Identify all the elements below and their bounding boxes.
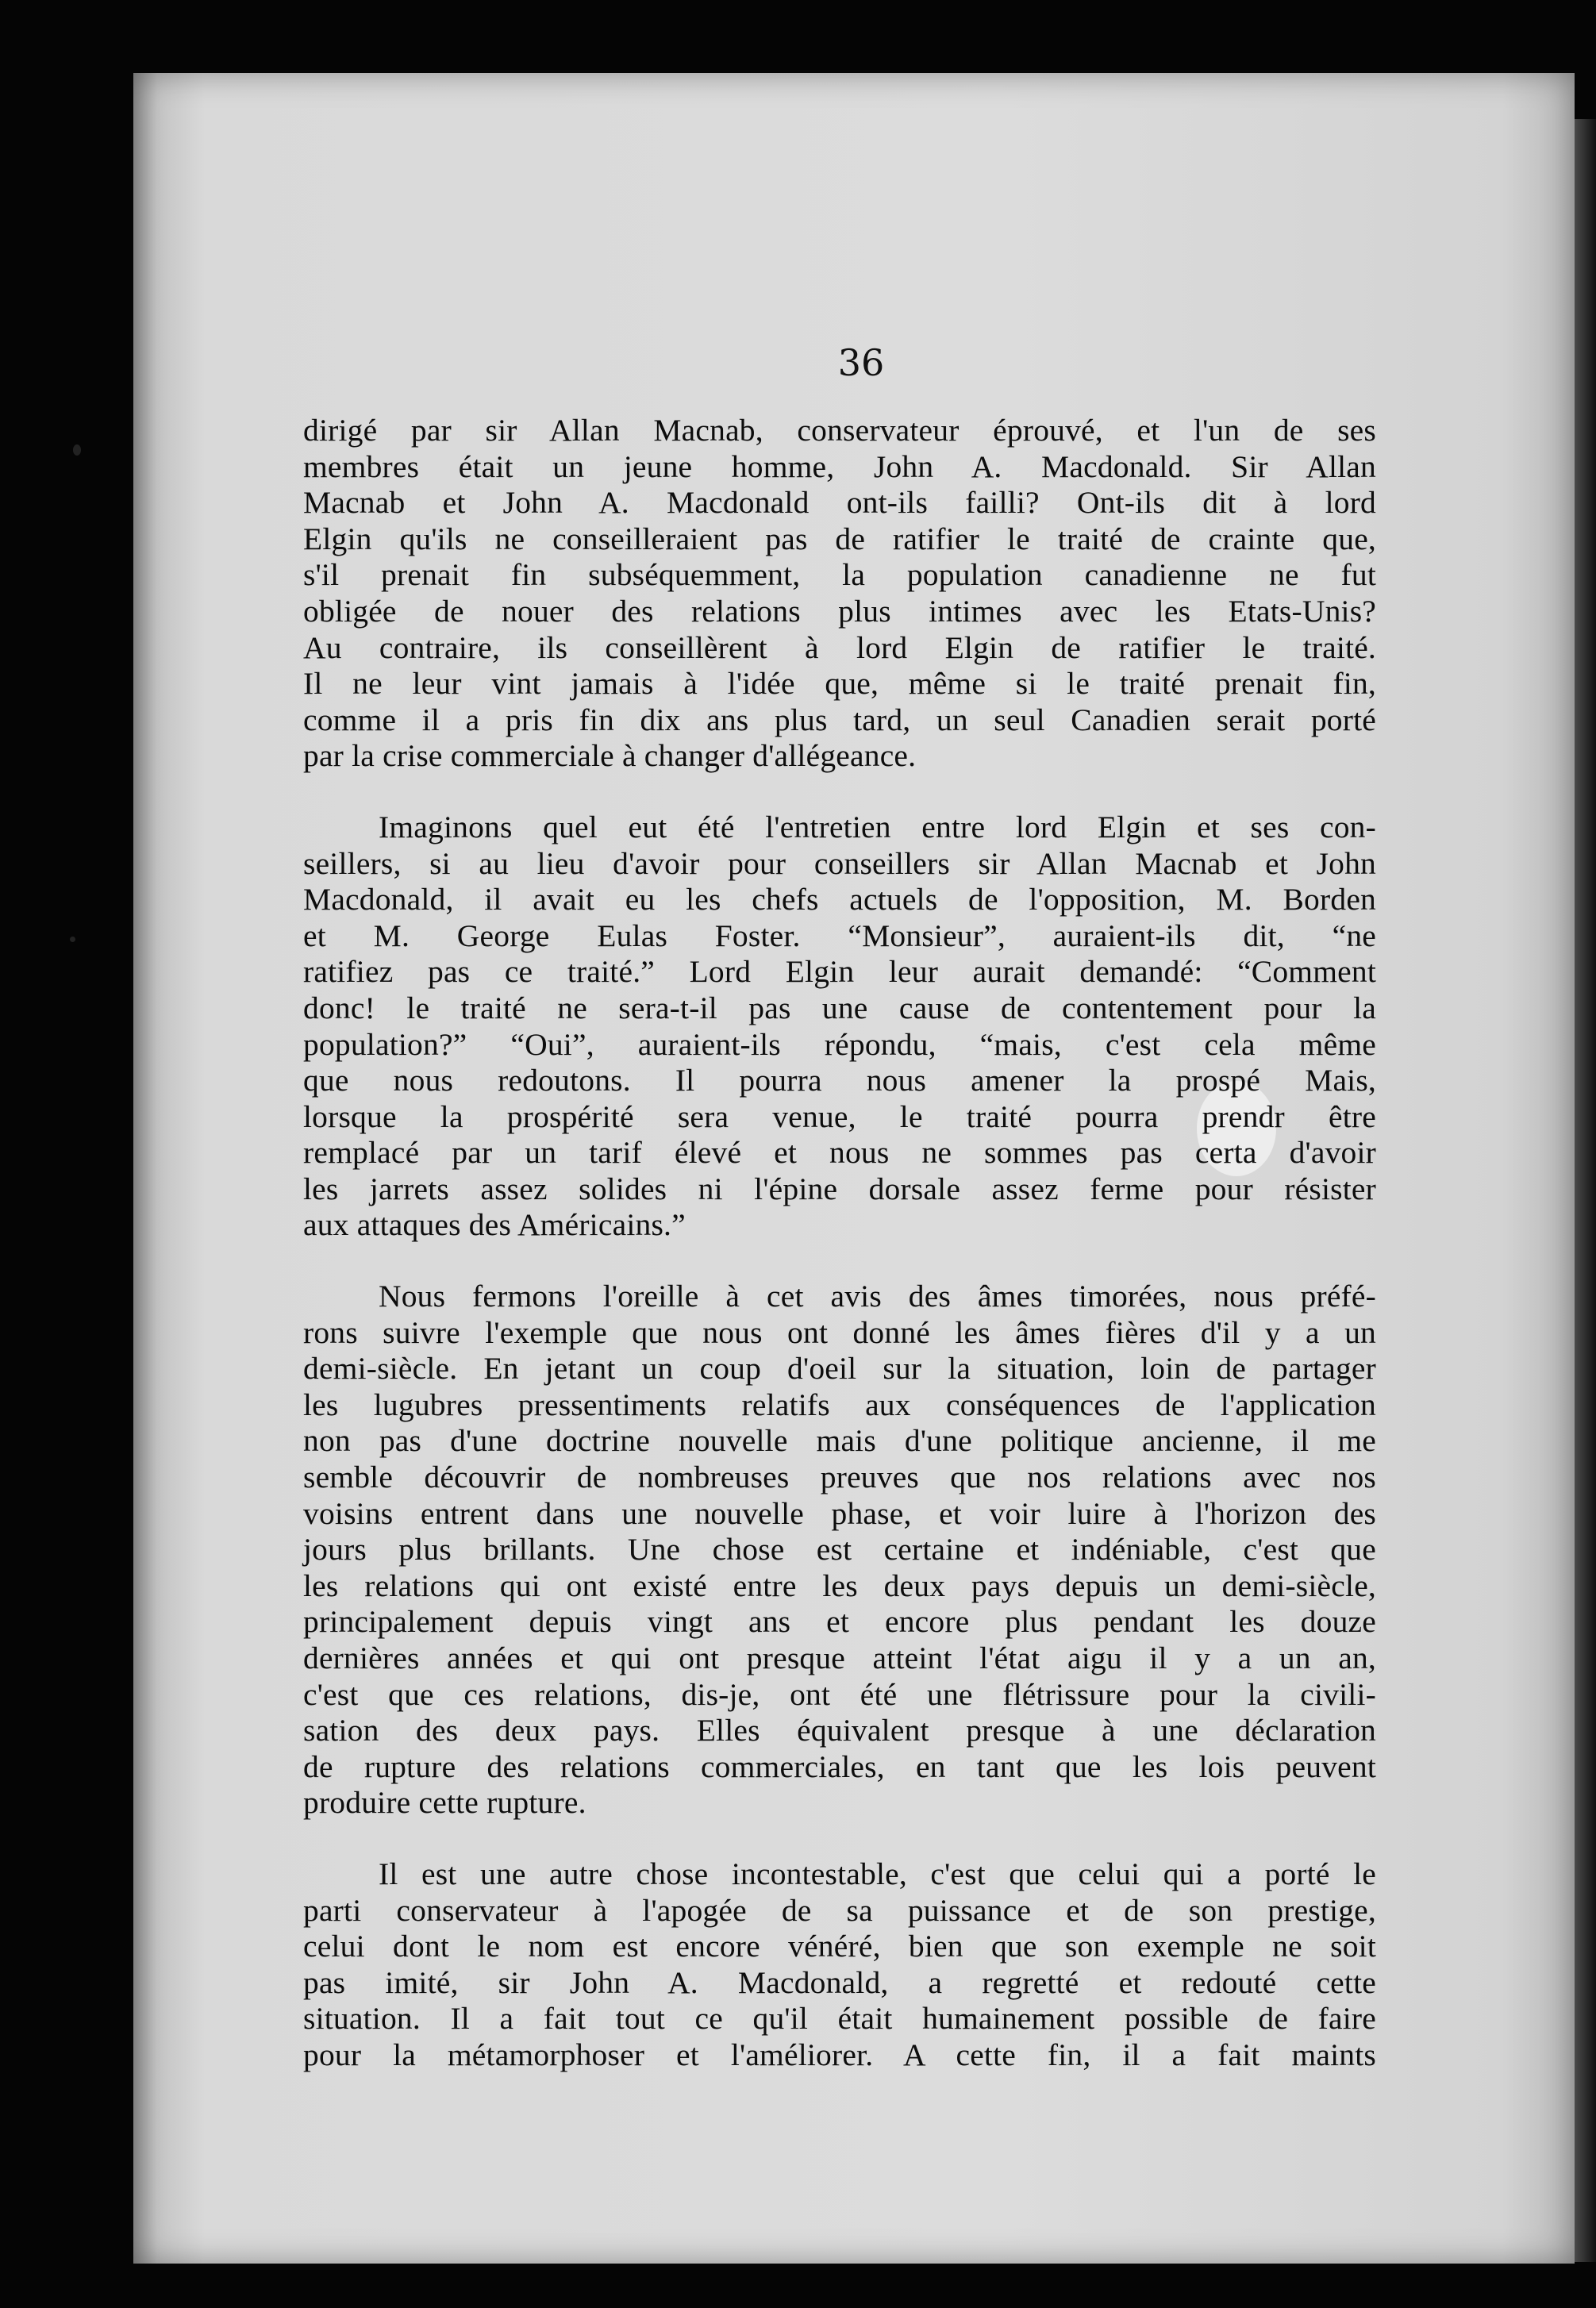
text-line: lorsque la prospérité sera venue, le traité pourra prendr être	[303, 1098, 1376, 1134]
text-line: de rupture des relations commerciales, en tant que les lois peuvent	[303, 1748, 1376, 1784]
text-line: demi-siècle. En jetant un coup d'oeil sur la situation, loin de partager	[303, 1351, 1376, 1387]
text-line: dernières années et qui ont presque atteint l'état aigu il y a un an,	[303, 1641, 1376, 1675]
page-edge-shadow	[1575, 119, 1596, 2262]
text-line: dirigé par sir Allan Macnab, conservateur éprouvé, et l'un de ses	[303, 413, 1376, 448]
text-line: Macdonald, il avait eu les chefs actuels de l'opposition, M. Borden	[303, 882, 1376, 917]
paragraph	[303, 810, 1376, 1244]
text-line: jours plus brillants. Une chose est certaine et indéniable, c'est que	[303, 1532, 1376, 1568]
text-line: Il ne leur vint jamais à l'idée que, même si le traité prenait fin,	[303, 666, 1376, 702]
text-line: que nous redoutons. Il pourra nous amener la prospé Mais,	[303, 1063, 1376, 1098]
page-number: 36	[837, 341, 885, 384]
text-line: semble découvrir de nombreuses preuves que nos relations avec nos	[303, 1460, 1376, 1495]
text-line: aux attaques des Américains.”	[303, 1207, 686, 1243]
text-line: et M. George Eulas Foster. “Monsieur”, auraient-ils dit, “ne	[303, 917, 1376, 953]
text-line: les jarrets assez solides ni l'épine dorsale assez ferme pour résister	[303, 1171, 1376, 1206]
text-line: sation des deux pays. Elles équivalent presque à une déclaration	[303, 1713, 1376, 1748]
text-line: Elgin qu'ils ne conseilleraient pas de ratifier le traité de crainte que,	[303, 521, 1376, 556]
text-line: remplacé par un tarif élevé et nous ne sommes pas certa d'avoir	[303, 1135, 1376, 1171]
text-line: celui dont le nom est encore vénéré, bien que son exemple ne soit	[303, 1929, 1376, 1964]
text-line: obligée de nouer des relations plus intimes avec les Etats-Unis?	[303, 593, 1376, 629]
paragraph	[303, 1279, 1376, 1821]
text-line: Au contraire, ils conseillèrent à lord Elgin de ratifier le traité.	[303, 629, 1376, 665]
text-line: Nous fermons l'oreille à cet avis des âmes timorées, nous préfé-	[379, 1279, 1376, 1314]
text-line: Macnab et John A. Macdonald ont-ils failli? Ont-ils dit à lord	[303, 485, 1376, 521]
text-line: seillers, si au lieu d'avoir pour conseillers sir Allan Macnab et John	[303, 845, 1376, 881]
text-line: rons suivre l'exemple que nous ont donné les âmes fières d'il y a un	[303, 1314, 1376, 1350]
text-line: pour la métamorphoser et l'améliorer. A cette fin, il a fait maints	[303, 2037, 1376, 2072]
text-line: principalement depuis vingt ans et encore plus pendant les douze	[303, 1604, 1376, 1640]
scan-speck	[70, 937, 75, 942]
text-line: pas imité, sir John A. Macdonald, a regretté et redouté cette	[303, 1964, 1376, 2000]
text-line: produire cette rupture.	[303, 1785, 586, 1821]
body-text	[303, 413, 1376, 2109]
text-line: s'il prenait fin subséquemment, la population canadienne ne fut	[303, 557, 1376, 593]
text-line: ratifiez pas ce traité.” Lord Elgin leur aurait demandé: “Comment	[303, 954, 1376, 990]
text-line: c'est que ces relations, dis-je, ont été une flétrissure pour la civili-	[303, 1676, 1376, 1712]
text-line: non pas d'une doctrine nouvelle mais d'une politique ancienne, il me	[303, 1423, 1376, 1459]
text-line: parti conservateur à l'apogée de sa puissance et de son prestige,	[303, 1892, 1376, 1928]
text-line: population?” “Oui”, auraient-ils répondu, “mais, c'est cela même	[303, 1026, 1376, 1062]
text-line: donc! le traité ne sera-t-il pas une cause de contentement pour la	[303, 990, 1376, 1025]
text-line: par la crise commerciale à changer d'allégeance.	[303, 738, 917, 774]
text-line: Il est une autre chose incontestable, c'est que celui qui a porté le	[379, 1856, 1376, 1891]
text-line: les relations qui ont existé entre les deux pays depuis un demi-siècle,	[303, 1568, 1376, 1603]
scan-speck	[73, 444, 81, 456]
text-line: comme il a pris fin dix ans plus tard, un seul Canadien serait porté	[303, 702, 1376, 737]
paragraph	[303, 1856, 1376, 2074]
text-line: les lugubres pressentiments relatifs aux conséquences de l'application	[303, 1387, 1376, 1422]
paragraph	[303, 413, 1376, 775]
text-line: situation. Il a fait tout ce qu'il était humainement possible de faire	[303, 2001, 1376, 2037]
text-line: membres était un jeune homme, John A. Macdonald. Sir Allan	[303, 448, 1376, 484]
text-line: voisins entrent dans une nouvelle phase, et voir luire à l'horizon des	[303, 1495, 1376, 1531]
text-line: Imaginons quel eut été l'entretien entre lord Elgin et ses con-	[379, 809, 1376, 844]
